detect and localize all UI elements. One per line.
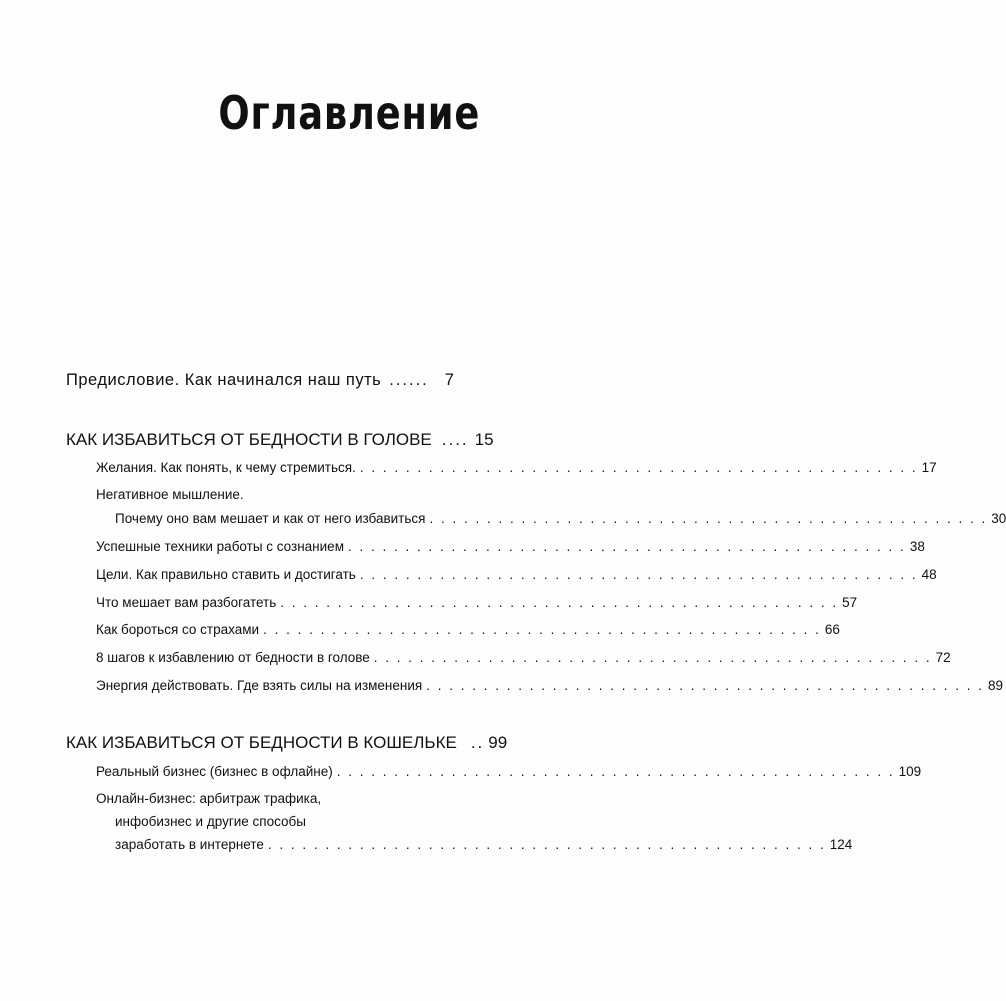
toc-page-number: 15 <box>474 430 494 449</box>
toc-entry[interactable] <box>96 650 951 665</box>
toc-entry[interactable] <box>96 539 925 554</box>
dot-leader: .. <box>470 733 485 752</box>
toc-entry[interactable] <box>115 511 1006 526</box>
dot-leader: . . . . . . . . . . . . . . . . . . . . . . . . . . . . . . . . . . . . . . . . . . . . . . . . . <box>429 511 988 526</box>
toc-entry-title: заработать в интернете <box>115 837 264 852</box>
dot-leader: . . . . . . . . . . . . . . . . . . . . . . . . . . . . . . . . . . . . . . . . . . . . . . . . . <box>263 622 821 637</box>
dot-leader: . . . . . . . . . . . . . . . . . . . . . . . . . . . . . . . . . . . . . . . . . . . . . . . . . <box>359 567 918 582</box>
page-title: Оглавление <box>218 86 480 140</box>
toc-page-number: 57 <box>842 595 858 610</box>
toc-entry-title: Почему оно вам мешает и как от него избавиться <box>115 511 426 526</box>
toc-page-number: 66 <box>824 622 840 637</box>
toc-entry-line[interactable]: Онлайн-бизнес: арбитраж трафика, <box>96 791 322 806</box>
toc-entry-title: Успешные техники работы с сознанием <box>96 539 344 554</box>
toc-page-number: 7 <box>444 371 455 389</box>
toc-entry-title: Что мешает вам разбогатеть <box>96 595 277 610</box>
toc-page-number: 72 <box>935 650 951 665</box>
dot-leader: . . . . . . . . . . . . . . . . . . . . . . . . . . . . . . . . . . . . . . . . . . . . . . . . . <box>267 837 826 852</box>
toc-chapter-title: КАК ИЗБАВИТЬСЯ ОТ БЕДНОСТИ В ГОЛОВЕ <box>66 430 432 449</box>
toc-entry[interactable] <box>96 460 937 475</box>
toc-preface[interactable] <box>66 371 480 390</box>
toc-page-number: 89 <box>988 678 1004 693</box>
dot-leader: . . . . . . . . . . . . . . . . . . . . . . . . . . . . . . . . . . . . . . . . . . . . . . . . . <box>359 460 918 475</box>
toc-entry[interactable] <box>96 678 1004 693</box>
toc-page-number: 38 <box>909 539 925 554</box>
dot-leader: . . . . . . . . . . . . . . . . . . . . . . . . . . . . . . . . . . . . . . . . . . . . . . . . . <box>426 678 985 693</box>
dot-leader: ...... <box>389 371 429 389</box>
toc-entry[interactable] <box>96 764 922 779</box>
toc-page-number: 48 <box>921 567 937 582</box>
toc-entry-line[interactable]: Негативное мышление. <box>96 487 244 502</box>
toc-page-number: 99 <box>488 733 508 752</box>
toc-entry-title: Как бороться со страхами <box>96 622 260 637</box>
toc-page-number: 124 <box>829 837 853 852</box>
dot-leader: . . . . . . . . . . . . . . . . . . . . . . . . . . . . . . . . . . . . . . . . . . . . . . . . . <box>373 650 932 665</box>
toc-entry-title: Желания. Как понять, к чему стремиться. <box>96 460 356 475</box>
toc-chapter-2[interactable] <box>66 733 508 753</box>
toc-entry-title: Реальный бизнес (бизнес в офлайне) <box>96 764 333 779</box>
dot-leader: .... <box>441 430 469 449</box>
dot-leader: . . . . . . . . . . . . . . . . . . . . . . . . . . . . . . . . . . . . . . . . . . . . . . . . . <box>280 595 839 610</box>
dot-leader: . . . . . . . . . . . . . . . . . . . . . . . . . . . . . . . . . . . . . . . . . . . . . . . . . <box>347 539 906 554</box>
toc-entry[interactable] <box>115 837 853 852</box>
toc-entry-title: Предисловие. Как начинался наш путь <box>66 371 382 389</box>
toc-chapter-title: КАК ИЗБАВИТЬСЯ ОТ БЕДНОСТИ В КОШЕЛЬКЕ <box>66 733 457 752</box>
toc-entry-line[interactable]: инфобизнес и другие способы <box>115 814 306 829</box>
toc-entry-title: Цели. Как правильно ставить и достигать <box>96 567 356 582</box>
toc-page-number: 30 <box>991 511 1006 526</box>
toc-entry[interactable] <box>96 595 858 610</box>
dot-leader: . . . . . . . . . . . . . . . . . . . . . . . . . . . . . . . . . . . . . . . . . . . . . . . . . <box>336 764 895 779</box>
toc-entry-title: 8 шагов к избавлению от бедности в голове <box>96 650 370 665</box>
toc-page-number: 109 <box>898 764 922 779</box>
toc-entry[interactable] <box>96 567 937 582</box>
toc-chapter-1[interactable] <box>66 430 494 450</box>
toc-entry[interactable] <box>96 622 840 637</box>
toc-entry-title: Энергия действовать. Где взять силы на изменения <box>96 678 423 693</box>
toc-page-number: 17 <box>921 460 937 475</box>
